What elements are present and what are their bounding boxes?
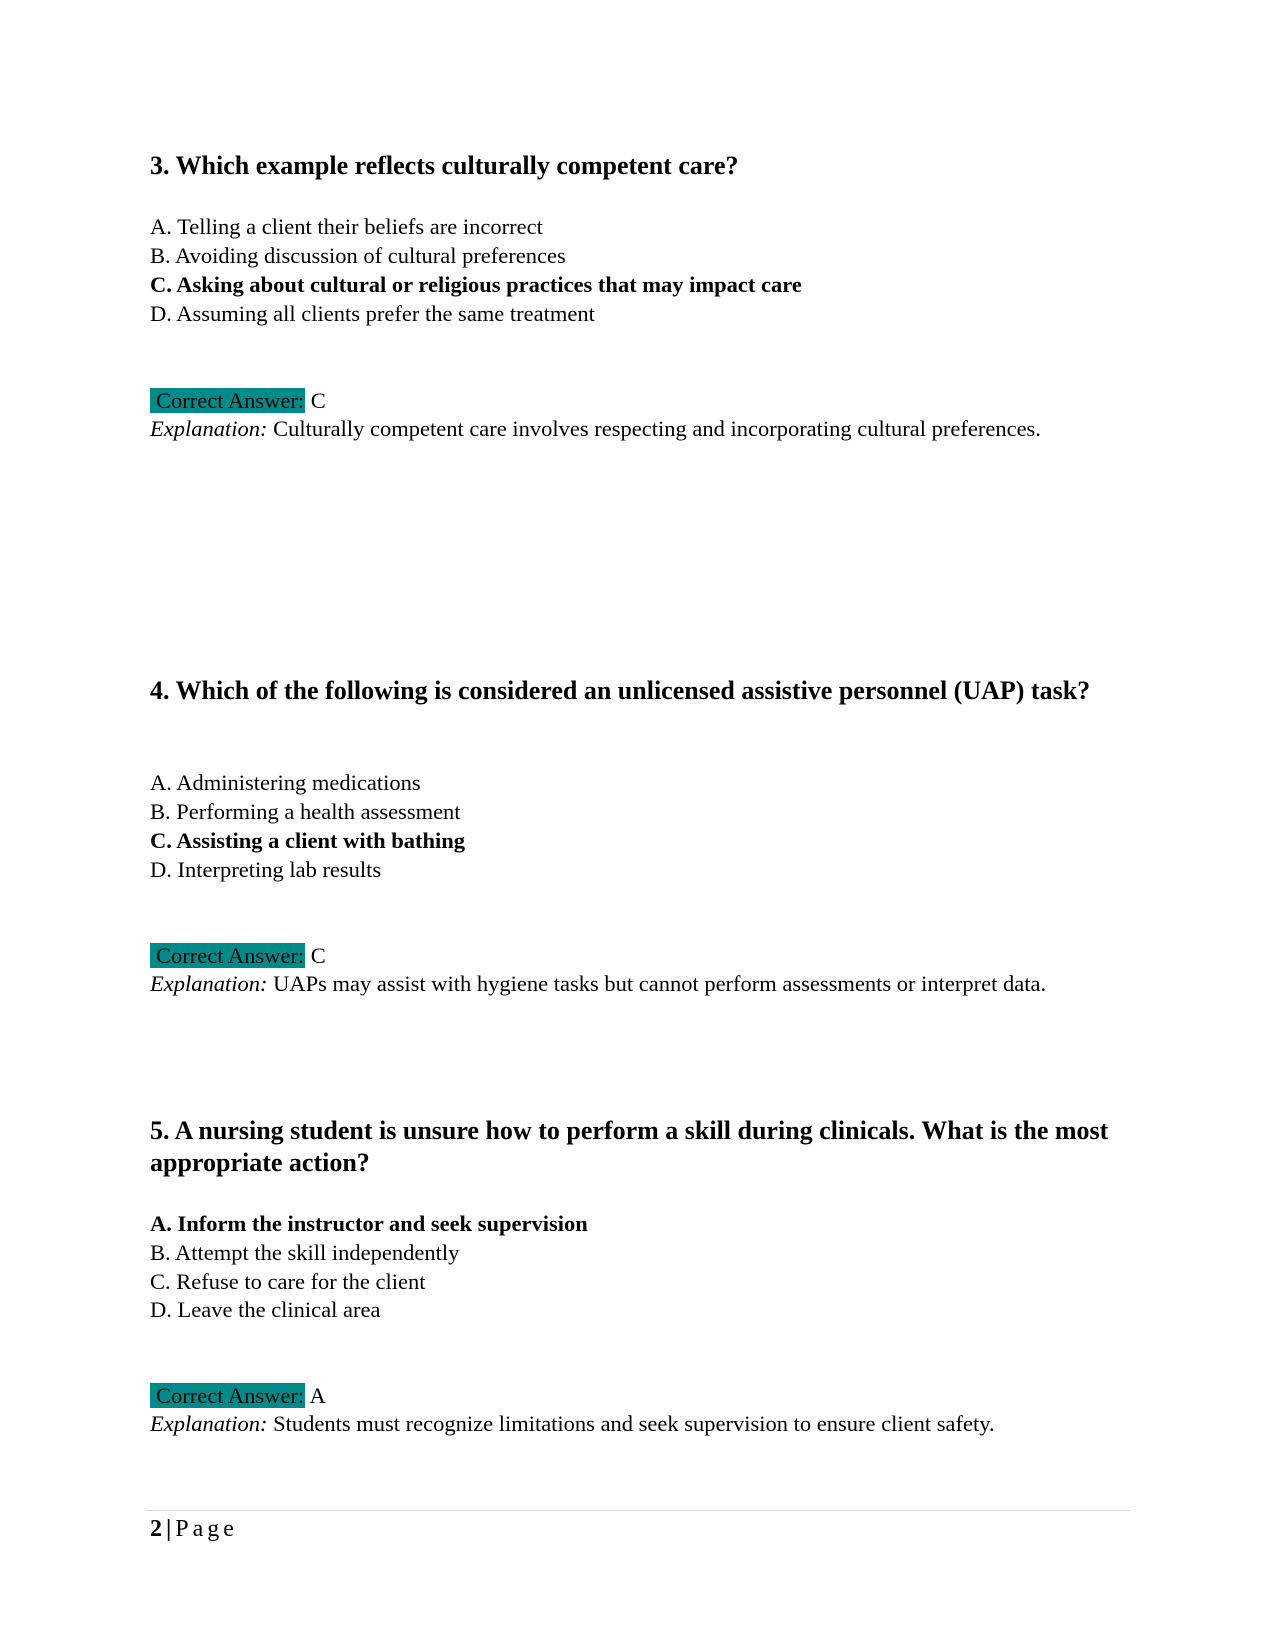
question-4-title: 4. Which of the following is considered an unlicensed assistive personnel (UAP) task? — [150, 676, 1091, 705]
correct-answer-value: C — [310, 388, 326, 413]
question-3-correct-answer — [150, 386, 326, 415]
question-3-option-a: A. Telling a client their beliefs are incorrect — [150, 214, 543, 239]
correct-answer-value: C — [310, 943, 326, 968]
explanation-label: Explanation: — [150, 1411, 268, 1436]
footer-divider — [146, 1510, 1130, 1511]
question-3-option-b: B. Avoiding discussion of cultural preferences — [150, 243, 566, 268]
question-5-option-d: D. Leave the clinical area — [150, 1297, 381, 1322]
question-5-title: 5. A nursing student is unsure how to perform a skill during clinicals. What is the most appropriate action? — [150, 1116, 1109, 1177]
question-5-explanation — [150, 1410, 1125, 1438]
question-4-correct-answer — [150, 941, 326, 970]
footer-separator: | — [166, 1516, 172, 1542]
question-4-explanation — [150, 970, 1125, 998]
question-3-explanation — [150, 415, 1125, 443]
correct-answer-label: Correct Answer: — [150, 1383, 305, 1408]
page-footer — [150, 1514, 238, 1544]
explanation-label: Explanation: — [150, 971, 268, 996]
question-4-option-d: D. Interpreting lab results — [150, 857, 382, 882]
correct-answer-label: Correct Answer: — [150, 943, 305, 968]
question-5-option-a-correct: A. Inform the instructor and seek supervision — [150, 1211, 588, 1236]
question-4-option-c-correct: C. Assisting a client with bathing — [150, 828, 466, 853]
question-3-title: 3. Which example reflects culturally competent care? — [150, 151, 739, 180]
question-3-option-d: D. Assuming all clients prefer the same treatment — [150, 301, 595, 326]
explanation-label: Explanation: — [150, 416, 268, 441]
question-5-option-c: C. Refuse to care for the client — [150, 1269, 426, 1294]
explanation-text: UAPs may assist with hygiene tasks but cannot perform assessments or interpret data. — [273, 971, 1047, 996]
correct-answer-value: A — [309, 1383, 326, 1408]
explanation-text: Students must recognize limitations and seek supervision to ensure client safety. — [273, 1411, 995, 1436]
question-4-option-a: A. Administering medications — [150, 770, 421, 795]
question-5-option-b: B. Attempt the skill independently — [150, 1240, 460, 1265]
question-4-option-b: B. Performing a health assessment — [150, 799, 461, 824]
question-3-option-c-correct: C. Asking about cultural or religious practices that may impact care — [150, 272, 802, 297]
page-number: 2 — [150, 1516, 162, 1542]
correct-answer-label: Correct Answer: — [150, 388, 305, 413]
explanation-text: Culturally competent care involves respecting and incorporating cultural preferences. — [273, 416, 1041, 441]
page-label: Page — [175, 1516, 238, 1542]
question-5-correct-answer — [150, 1381, 326, 1410]
